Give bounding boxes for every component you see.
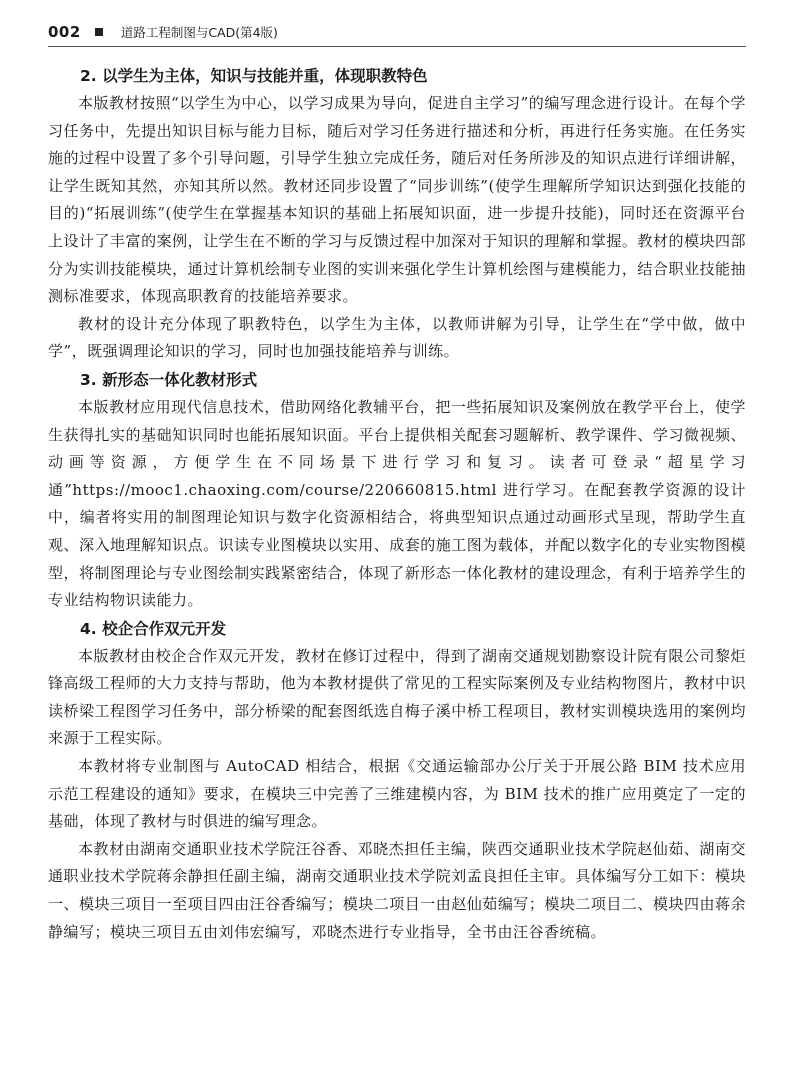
section-heading-3: 3. 新形态一体化教材形式 (80, 370, 258, 389)
section-3-paragraph-1: 本版教材应用现代信息技术，借助网络化教辅平台，把一些拓展知识及案例放在教学平台上，使学生获得扎实的基础知识同时也能拓展知识面。平台上提供相关配套习题解析、教学课件、学习微视频、动画等资源，方便学生在不同场景下进行学习和复习。读者可登录“超星学习通”https://mooc1.chaoxing.com/course/220660815.html 进行学习。在配套教学资源的设计中，编者将实用的制图理论知识与数字化资源相结合，将典型知识点通过动画形式呈现，帮助学生直观、深入地理解知识点。识读专业图模块以实用、成套的施工图为载体，并配以数字化的专业实物图模型，将制图理论与专业图绘制实践紧密结合，体现了新形态一体化教材的建设理念，有利于培养学生的专业结构物识读能力。 (48, 397, 746, 610)
section-2-paragraph-1: 本版教材按照“以学生为中心，以学习成果为导向，促进自主学习”的编写理念进行设计。在每个学习任务中，先提出知识目标与能力目标，随后对学习任务进行描述和分析，再进行任务实施。在任务实施的过程中设置了多个引导问题，引导学生独立完成任务，随后对任务所涉及的知识点进行详细讲解，让学生既知其然，亦知其所以然。教材还同步设置了“同步训练”(使学生理解所学知识达到强化技能的目的)“拓展训练”(使学生在掌握基本知识的基础上拓展知识面，进一步提升技能)，同时还在资源平台上设计了丰富的案例，让学生在不断的学习与反馈过程中加深对于知识的理解和掌握。教材的模块四部分为实训技能模块，通过计算机绘制专业图的实训来强化学生计算机绘图与建模能力，结合职业技能抽测标准要求，体现高职教育的技能培养要求。 (48, 94, 746, 306)
page-number: 002 (48, 23, 81, 41)
header-square-icon (95, 28, 103, 36)
page-header (48, 18, 746, 47)
section-4-paragraph-1: 本版教材由校企合作双元开发，教材在修订过程中，得到了湖南交通规划勘察设计院有限公司黎炬锋高级工程师的大力支持与帮助，他为本教材提供了常见的工程实际案例及专业结构物图片，教材中识读桥梁工程图学习任务中，部分桥梁的配套图纸选自梅子溪中桥工程项目，教材实训模块选用的案例均来源于工程实际。 (48, 646, 746, 748)
section-2-paragraph-2: 教材的设计充分体现了职教特色，以学生为主体，以教师讲解为引导，让学生在“学中做，做中学”，既强调理论知识的学习，同时也加强技能培养与训练。 (48, 314, 746, 361)
book-title: 道路工程制图与CAD(第4版) (120, 25, 278, 40)
section-heading-4: 4. 校企合作双元开发 (80, 619, 227, 638)
page-content (48, 62, 746, 946)
section-heading-2: 2. 以学生为主体，知识与技能并重，体现职教特色 (80, 67, 428, 85)
section-4-paragraph-3: 本教材由湖南交通职业技术学院汪谷香、邓晓杰担任主编，陕西交通职业技术学院赵仙茹、湖南交通职业技术学院蒋余静担任副主编，湖南交通职业技术学院刘孟良担任主审。具体编写分工如下：模块一、模块三项目一至项目四由汪谷香编写；模块二项目一由赵仙茹编写；模块二项目二、模块四由蒋余静编写；模块三项目五由刘伟宏编写，邓晓杰进行专业指导，全书由汪谷香统稿。 (48, 839, 746, 941)
section-4-paragraph-2: 本教材将专业制图与 AutoCAD 相结合，根据《交通运输部办公厅关于开展公路 BIM 技术应用示范工程建设的通知》要求，在模块三中完善了三维建模内容，为 BIM 技术的推广应用奠定了一定的基础，体现了教材与时俱进的编写理念。 (48, 757, 746, 831)
